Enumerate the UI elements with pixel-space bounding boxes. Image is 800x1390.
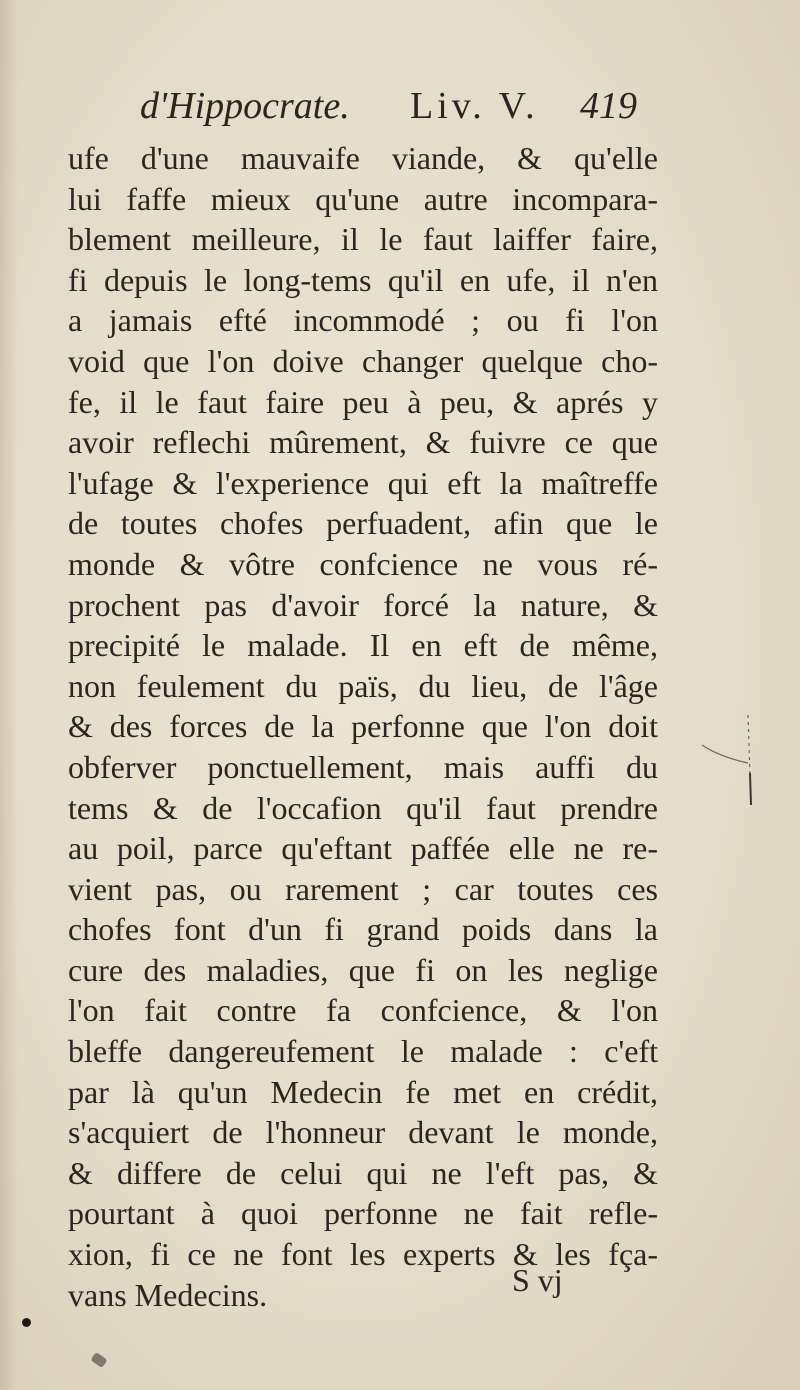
text-line: & des forces de la perfonne que l'on doit <box>68 708 658 745</box>
page-gutter-shadow <box>0 0 18 1390</box>
text-line: obferver ponctuellement, mais auffi du <box>68 748 658 785</box>
page-number: 419 <box>580 85 637 127</box>
text-line: precipité le malade. Il en eft de même, <box>68 627 658 664</box>
ink-smudge <box>90 1352 107 1368</box>
text-line: l'on fait contre fa confcience, & l'on <box>68 992 658 1029</box>
text-line: tems & de l'occafion qu'il faut prendre <box>68 789 658 826</box>
margin-pencil-marks <box>700 705 770 815</box>
text-line: pourtant à quoi perfonne ne fait refle- <box>68 1195 658 1232</box>
text-line: au poil, parce qu'eftant paffée elle ne re- <box>68 830 658 867</box>
text-line: s'acquiert de l'honneur devant le monde, <box>68 1114 658 1151</box>
text-line: chofes font d'un fi grand poids dans la <box>68 911 658 948</box>
body-text <box>68 138 658 1315</box>
text-line: monde & vôtre confcience ne vous ré- <box>68 545 658 582</box>
text-line: non feulement du païs, du lieu, de l'âge <box>68 667 658 704</box>
ink-spot <box>22 1318 31 1327</box>
text-line: vient pas, ou rarement ; car toutes ces <box>68 870 658 907</box>
text-line: blement meilleure, il le faut laiffer faire, <box>68 221 658 258</box>
text-line: avoir reflechi mûrement, & fuivre ce que <box>68 424 658 461</box>
text-line: lui faffe mieux qu'une autre incompara- <box>68 180 658 217</box>
text-line: bleffe dangereufement le malade : c'eft <box>68 1033 658 1070</box>
text-line: prochent pas d'avoir forcé la nature, & <box>68 586 658 623</box>
section-heading: Liv. V. <box>410 85 539 127</box>
text-line: par là qu'un Medecin fe met en crédit, <box>68 1073 658 1110</box>
page-header <box>140 78 700 138</box>
text-line: a jamais efté incommodé ; ou fi l'on <box>68 302 658 339</box>
text-line: xion, fi ce ne font les experts & les fça- <box>68 1236 658 1273</box>
text-line: & differe de celui qui ne l'eft pas, & <box>68 1154 658 1191</box>
text-line: l'ufage & l'experience qui eft la maîtreffe <box>68 464 658 501</box>
text-line-last: vans Medecins. <box>68 1276 268 1313</box>
text-line: fi depuis le long-tems qu'il en ufe, il n'en <box>68 261 658 298</box>
text-line: de toutes chofes perfuadent, afin que le <box>68 505 658 542</box>
running-head: d'Hippocrate. <box>140 85 350 127</box>
text-line: fe, il le faut faire peu à peu, & aprés y <box>68 383 658 420</box>
text-line: void que l'on doive changer quelque cho- <box>68 342 658 379</box>
signature-mark: S vj <box>512 1262 563 1298</box>
text-line: ufe d'une mauvaife viande, & qu'elle <box>68 140 658 176</box>
text-line: cure des maladies, que fi on les neglige <box>68 951 658 988</box>
